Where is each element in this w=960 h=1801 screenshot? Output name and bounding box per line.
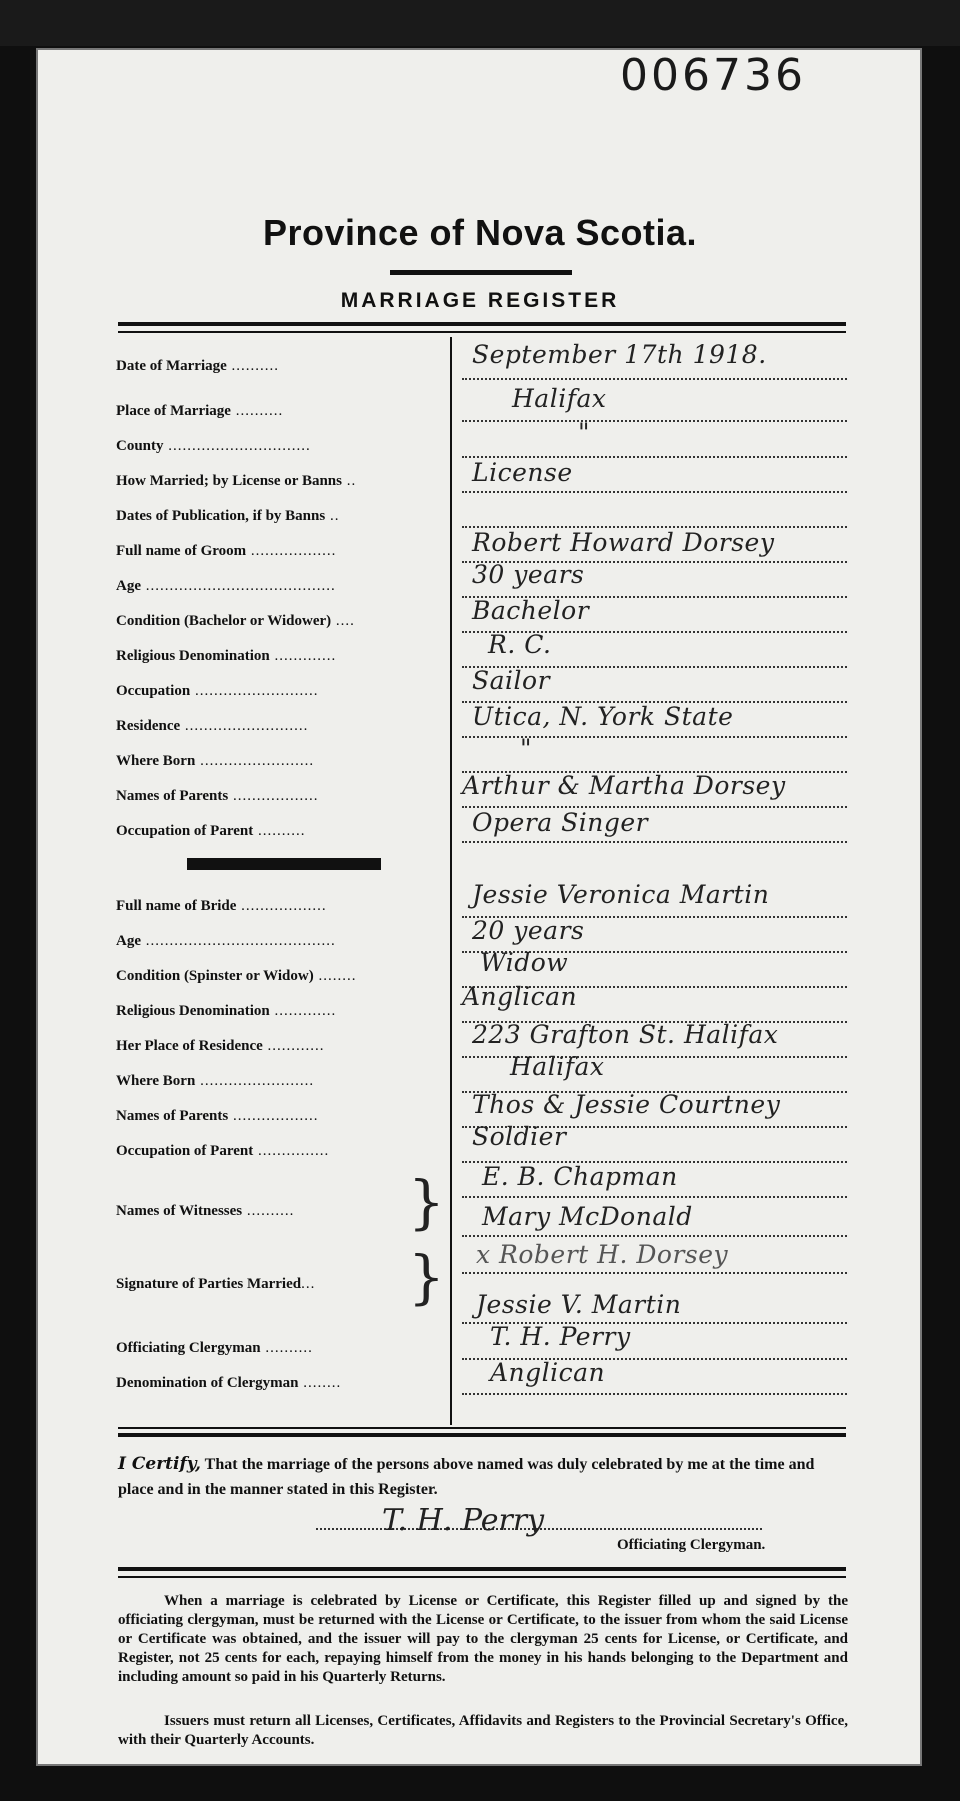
witness-name: E. B. Chapman [482,1162,678,1191]
field-label: Full name of Groom .................. [116,543,337,559]
page-subtitle: MARRIAGE REGISTER [340,289,620,312]
officiating-value: T. H. Perry [490,1322,631,1351]
field-value: Opera Singer [472,808,649,837]
field-label: Age ........................................ [116,933,336,949]
field-line [462,491,847,493]
field-label: Occupation of Parent .......... [116,823,306,839]
field-value: Bachelor [472,596,590,625]
section-rule [118,1576,846,1578]
section-rule [118,1567,846,1571]
field-value: 20 years [472,916,585,945]
field-line [462,1393,847,1395]
brace-icon: } [408,1243,445,1311]
field-value: Robert Howard Dorsey [472,528,775,557]
instructions-paragraph: Issuers must return all Licenses, Certificates, Affidavits and Registers to the Provincial Secretary's Office, with their Quarterly Accounts. [118,1713,848,1748]
field-value: 223 Grafton St. Halifax [472,1020,779,1049]
field-value: R. C. [488,630,552,659]
field-value: Arthur & Martha Dorsey [462,771,786,800]
field-value: Soldier [472,1122,567,1151]
section-rule [118,1427,846,1429]
denomination-label: Denomination of Clergyman ........ [116,1375,342,1391]
field-label: Residence .......................... [116,718,309,734]
field-label: How Married; by License or Banns .. [116,473,357,489]
field-label: Occupation of Parent ............... [116,1143,330,1159]
field-label: Names of Parents .................. [116,788,319,804]
brace-icon: } [408,1168,445,1236]
field-label: Religious Denomination ............. [116,1003,337,1019]
field-value: Thos & Jessie Courtney [472,1090,781,1119]
field-line [462,1235,847,1237]
field-line [462,1196,847,1198]
field-value: " [578,418,590,447]
field-label: Full name of Bride .................. [116,898,327,914]
section-rule [118,1433,846,1437]
field-value: Widow [480,948,569,977]
field-value: " [520,734,532,763]
document-number: 006736 [620,50,806,101]
field-label: Occupation .......................... [116,683,319,699]
scan-border [0,0,960,46]
field-label: Where Born ........................ [116,753,315,769]
clergyman-signature: T. H. Perry [382,1503,545,1538]
column-divider [450,337,452,1425]
field-label: Her Place of Residence ............ [116,1038,325,1054]
field-line [462,841,847,843]
field-label: Religious Denomination ............. [116,648,337,664]
field-value: Utica, N. York State [472,702,734,731]
page-title: Province of Nova Scotia. [262,212,698,253]
field-label: Age ........................................ [116,578,336,594]
officiating-label: Officiating Clergyman .......... [116,1340,313,1356]
header-rule-thin [118,331,846,333]
instructions-paragraph: When a marriage is celebrated by License or Certificate, this Register filled up and signed by the officiating clergyman, must be returned with the License or Certificate, to the issuer from whom the said License or Certificate was obtained, and the issuer will pay to the clergyman 25 cents for License, or Certificate, and Register, not 25 cents for each, repaying himself from the money in his hands belonging to the Department and including amount so paid in his Quarterly Returns. [118,1593,848,1685]
field-label: Dates of Publication, if by Banns .. [116,508,340,524]
field-value: 30 years [472,560,585,589]
field-label: Names of Parents .................. [116,1108,319,1124]
field-value: Halifax [512,384,607,413]
field-label: Place of Marriage .......... [116,403,284,419]
signature-caption: Officiating Clergyman. [617,1537,766,1553]
field-line [462,378,847,380]
section-divider [187,858,381,870]
groom-signature: x Robert H. Dorsey [476,1240,729,1269]
bride-signature: Jessie V. Martin [476,1290,682,1319]
field-value: Jessie Veronica Martin [472,880,770,909]
field-value: License [472,458,573,487]
field-value: September 17th 1918. [472,340,767,369]
witness-name: Mary McDonald [482,1202,693,1231]
field-label: Where Born ........................ [116,1073,315,1089]
certification-text: I Certify, That the marriage of the persons above named was duly celebrated by me at the time and place and in the manner stated in this Register. [118,1454,815,1498]
signatures-label: Signature of Parties Married... [116,1276,316,1292]
denomination-value: Anglican [490,1358,606,1387]
field-value: Halifax [510,1052,605,1081]
field-label: Date of Marriage .......... [116,358,280,374]
title-divider [390,270,572,275]
field-line [462,1272,847,1274]
field-label: Condition (Bachelor or Widower) .... [116,613,355,629]
witnesses-label: Names of Witnesses .......... [116,1203,295,1219]
header-rule [118,322,846,326]
field-label: County .............................. [116,438,311,454]
field-value: Anglican [462,982,578,1011]
field-line [462,420,847,422]
field-value: Sailor [472,666,551,695]
field-label: Condition (Spinster or Widow) ........ [116,968,357,984]
